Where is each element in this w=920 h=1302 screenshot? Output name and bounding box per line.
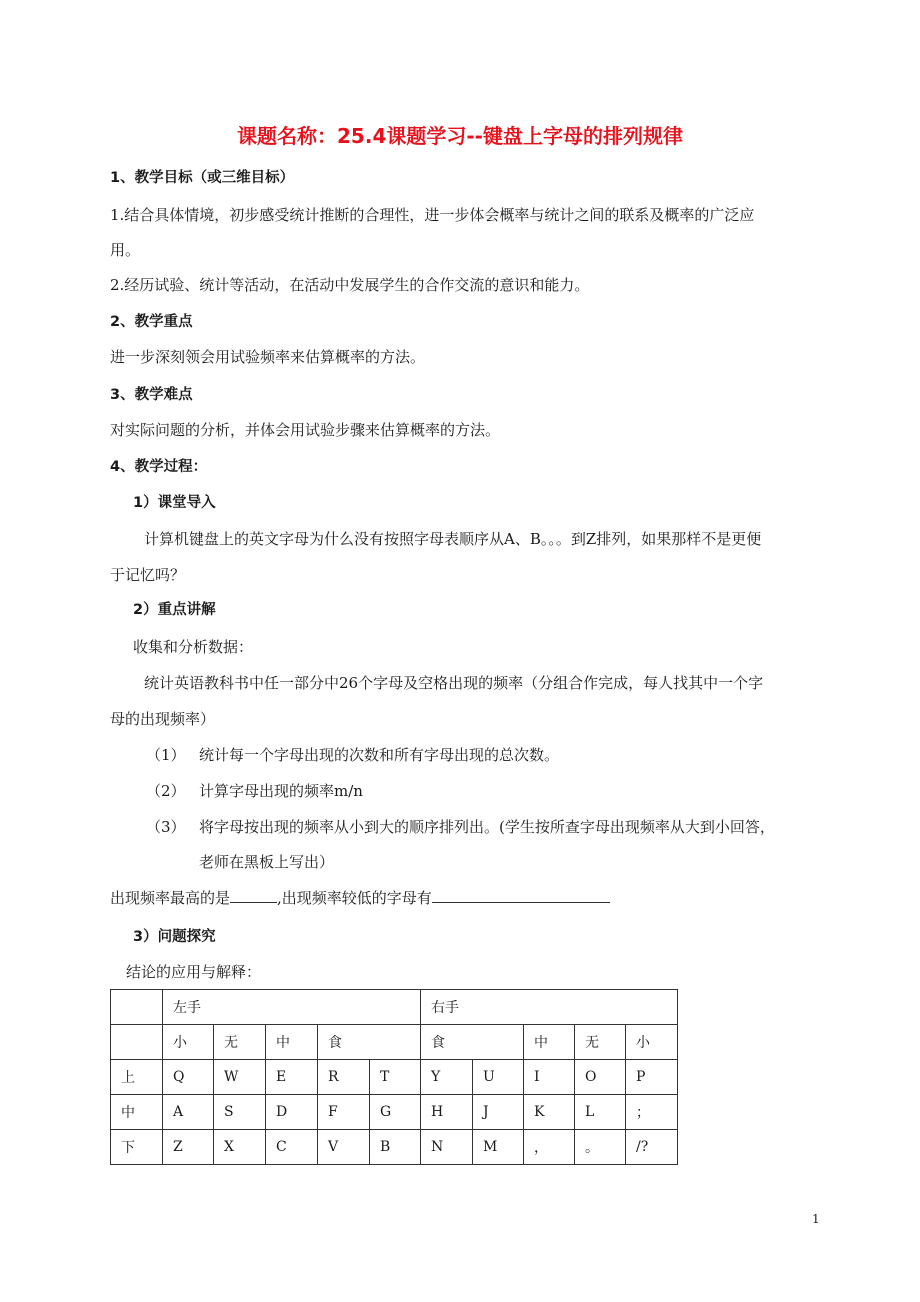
table-intro: 结论的应用与解释： (126, 963, 262, 981)
corner-cell (111, 990, 163, 1025)
step-2-number: （2） (146, 782, 186, 800)
data-intro: 收集和分析数据： (133, 638, 254, 656)
corner-cell (111, 1025, 163, 1060)
finger-left-little: 小 (163, 1025, 214, 1060)
key-cell: N (421, 1130, 473, 1165)
page-number: 1 (812, 1212, 820, 1226)
fill-label-highest: 出现频率最高的是 (110, 889, 231, 907)
finger-header-row (111, 1025, 678, 1060)
key-cell: X (214, 1130, 266, 1165)
key-cell: S (214, 1095, 266, 1130)
section-1-heading: 1、教学目标（或三维目标） (110, 170, 295, 186)
key-cell: T (370, 1060, 421, 1095)
section-2-heading: 2、教学重点 (110, 314, 193, 330)
intro-line-1: 计算机键盘上的英文字母为什么没有按照字母表顺序从A、B。。。到Z排列，如果那样不是更便 (144, 530, 762, 548)
row-label-bottom: 下 (111, 1130, 163, 1165)
table-row (111, 1095, 678, 1130)
right-hand-header: 右手 (421, 990, 678, 1025)
hand-header-row (111, 990, 678, 1025)
blank-lower[interactable] (432, 888, 610, 903)
subsection-1-heading: 1）课堂导入 (133, 495, 216, 511)
key-cell: P (626, 1060, 678, 1095)
key-cell: I (524, 1060, 575, 1095)
finger-left-middle: 中 (266, 1025, 318, 1060)
objective-1-line-1: 1.结合具体情境，初步感受统计推断的合理性，进一步体会概率与统计之间的联系及概率的广泛应 (110, 206, 755, 224)
key-cell: K (524, 1095, 575, 1130)
objective-1-line-2: 用。 (110, 241, 141, 259)
section-4-heading: 4、教学过程： (110, 459, 208, 475)
key-cell: O (575, 1060, 626, 1095)
key-cell: D (266, 1095, 318, 1130)
keyboard-finger-table (110, 989, 678, 1165)
key-cell: F (318, 1095, 370, 1130)
finger-left-index: 食 (318, 1025, 421, 1060)
key-cell: Z (163, 1130, 214, 1165)
key-cell: V (318, 1130, 370, 1165)
step-1-number: （1） (146, 746, 186, 764)
fill-in-sentence (110, 888, 610, 908)
key-cell: L (575, 1095, 626, 1130)
table-row (111, 1060, 678, 1095)
finger-right-ring: 无 (575, 1025, 626, 1060)
step-3-text: 将字母按出现的频率从小到大的顺序排列出。(学生按所查字母出现频率从大到小回答， (199, 818, 775, 836)
subsection-2-heading: 2）重点讲解 (133, 602, 216, 618)
fill-label-lower: ,出现频率较低的字母有 (277, 889, 432, 907)
finger-right-little: 小 (626, 1025, 678, 1060)
key-cell: Q (163, 1060, 214, 1095)
key-cell: Y (421, 1060, 473, 1095)
table-row (111, 1130, 678, 1165)
row-label-home: 中 (111, 1095, 163, 1130)
finger-left-ring: 无 (214, 1025, 266, 1060)
step-3-text-cont: 老师在黑板上写出） (199, 853, 335, 871)
key-cell: A (163, 1095, 214, 1130)
section-3-text: 对实际问题的分析，并体会用试验步骤来估算概率的方法。 (110, 421, 501, 439)
step-3-number: （3） (146, 818, 186, 836)
key-cell: E (266, 1060, 318, 1095)
key-cell: J (473, 1095, 524, 1130)
key-cell: C (266, 1130, 318, 1165)
key-cell: H (421, 1095, 473, 1130)
step-1-text: 统计每一个字母出现的次数和所有字母出现的总次数。 (199, 746, 560, 764)
key-cell: R (318, 1060, 370, 1095)
key-cell: 。 (575, 1130, 626, 1165)
section-2-text: 进一步深刻领会用试验频率来估算概率的方法。 (110, 348, 426, 366)
finger-right-index: 食 (421, 1025, 524, 1060)
data-para-line-2: 母的出现频率） (110, 710, 216, 728)
data-para-line-1: 统计英语教科书中任一部分中26个字母及空格出现的频率（分组合作完成，每人找其中一个字 (144, 674, 764, 692)
page-title: 课题名称：25.4课题学习--键盘上字母的排列规律 (237, 124, 683, 148)
key-cell: G (370, 1095, 421, 1130)
intro-line-2: 于记忆吗？ (110, 566, 186, 584)
finger-right-middle: 中 (524, 1025, 575, 1060)
blank-highest[interactable] (230, 888, 277, 903)
key-cell: /? (626, 1130, 678, 1165)
step-2-text: 计算字母出现的频率m/n (199, 782, 363, 800)
key-cell: M (473, 1130, 524, 1165)
section-3-heading: 3、教学难点 (110, 387, 193, 403)
subsection-3-heading: 3）问题探究 (133, 929, 216, 945)
objective-2: 2.经历试验、统计等活动，在活动中发展学生的合作交流的意识和能力。 (110, 276, 590, 294)
row-label-top: 上 (111, 1060, 163, 1095)
left-hand-header: 左手 (163, 990, 421, 1025)
key-cell: U (473, 1060, 524, 1095)
key-cell: ， (524, 1130, 575, 1165)
key-cell: ； (626, 1095, 678, 1130)
key-cell: B (370, 1130, 421, 1165)
key-cell: W (214, 1060, 266, 1095)
